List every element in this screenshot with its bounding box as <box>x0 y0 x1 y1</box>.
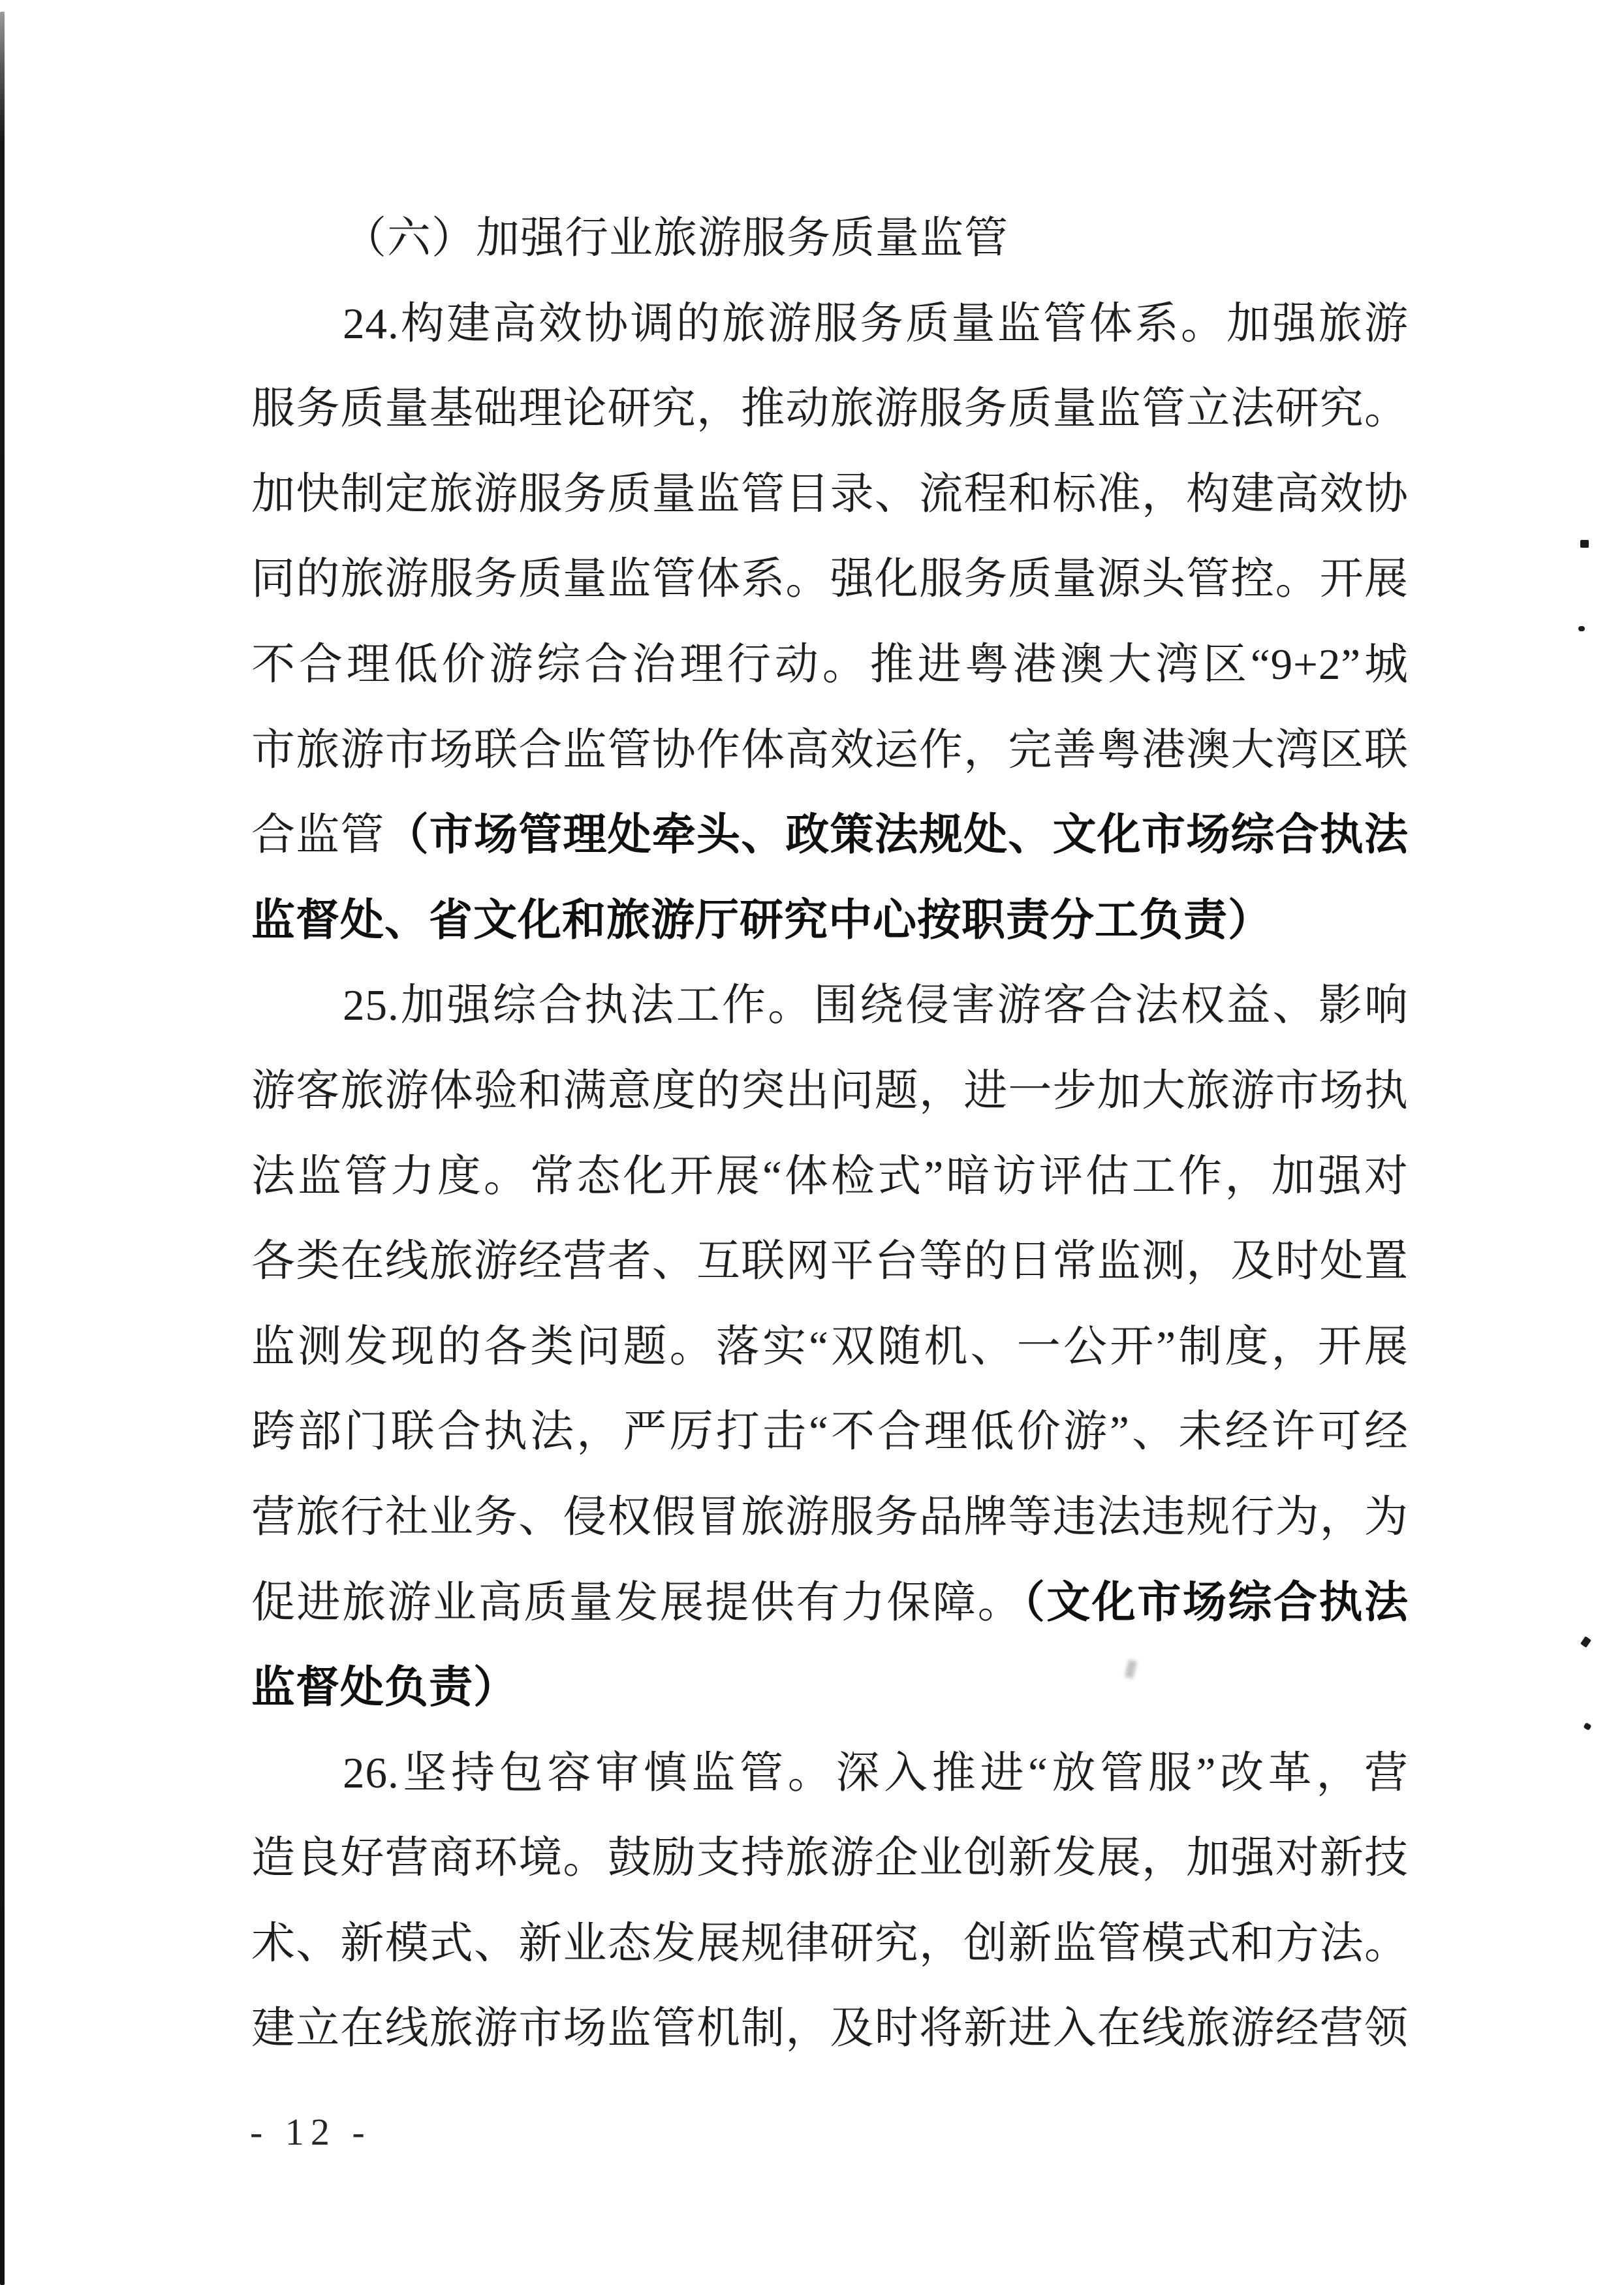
text-segment: 法监管力度。常态化开展“体检式”暗访评估工作，加强对 <box>251 1152 1409 1201</box>
text-line <box>251 1645 1409 1731</box>
text-segment: 监测发现的各类问题。落实“双随机、一公开”制度，开展 <box>251 1322 1409 1371</box>
text-segment: 同的旅游服务质量监管体系。强化服务质量源头管控。开展 <box>251 555 1409 604</box>
text-segment: 游客旅游体验和满意度的突出问题，进一步加大旅游市场执 <box>251 1066 1409 1115</box>
text-segment: 26.坚持包容审慎监管。深入推进“放管服”改革，营 <box>343 1748 1409 1797</box>
text-line <box>251 1731 1409 1816</box>
text-segment: 市旅游市场联合监管协作体高效运作，完善粤港澳大湾区联 <box>251 725 1409 774</box>
scan-speck <box>1583 1722 1591 1731</box>
text-line <box>251 963 1409 1048</box>
text-segment: 不合理低价游综合治理行动。推进粤港澳大湾区“9+2”城 <box>251 640 1409 689</box>
scan-speck <box>1578 626 1585 631</box>
text-segment: 24.构建高效协调的旅游服务质量监管体系。加强旅游 <box>343 299 1409 348</box>
bold-segment: （文化市场综合执法 <box>1023 1577 1409 1627</box>
text-line <box>251 281 1409 367</box>
text-line <box>251 622 1409 708</box>
text-line <box>251 793 1409 878</box>
text-segment: 促进旅游业高质量发展提供有力保障。 <box>251 1578 1023 1627</box>
text-line <box>251 1048 1409 1134</box>
scan-speck <box>1580 540 1589 548</box>
text-segment: 建立在线旅游市场监管机制，及时将新进入在线旅游经营领 <box>251 2004 1409 2053</box>
text-segment: 各类在线旅游经营者、互联网平台等的日常监测，及时处置 <box>251 1237 1409 1286</box>
text-segment: 造良好营商环境。鼓励支持旅游企业创新发展，加强对新技 <box>251 1834 1409 1883</box>
text-line <box>251 366 1409 452</box>
text-line <box>251 1219 1409 1304</box>
text-line <box>251 196 1409 281</box>
text-line <box>251 1986 1409 2072</box>
bold-segment: 监督处负责） <box>251 1663 518 1712</box>
text-block <box>251 196 1409 2072</box>
text-segment: 25.加强综合执法工作。围绕侵害游客合法权益、影响 <box>343 981 1409 1030</box>
page-number: - 12 - <box>250 2111 371 2153</box>
text-segment: 跨部门联合执法，严厉打击“不合理低价游”、未经许可经 <box>251 1408 1409 1457</box>
text-line <box>251 1134 1409 1220</box>
text-segment: 加快制定旅游服务质量监管目录、流程和标准，构建高效协 <box>251 469 1409 518</box>
text-segment: （六）加强行业旅游服务质量监管 <box>343 214 1008 262</box>
text-line <box>251 1560 1409 1646</box>
text-line <box>251 708 1409 793</box>
text-line <box>251 452 1409 537</box>
text-line <box>251 1816 1409 1901</box>
text-line <box>251 537 1409 622</box>
text-line <box>251 1389 1409 1475</box>
text-line <box>251 1304 1409 1390</box>
text-segment: 营旅行社业务、侵权假冒旅游服务品牌等违法违规行为，为 <box>251 1492 1409 1541</box>
text-line <box>251 1901 1409 1987</box>
scan-speck <box>1580 1636 1591 1648</box>
text-segment: 合监管 <box>251 811 385 860</box>
text-segment: 术、新模式、新业态发展规律研究，创新监管模式和方法。 <box>251 1919 1409 1968</box>
bold-segment: （市场管理处牵头、政策法规处、文化市场综合执法 <box>384 810 1409 860</box>
text-line <box>251 878 1409 964</box>
text-segment: 服务质量基础理论研究，推动旅游服务质量监管立法研究。 <box>251 385 1409 433</box>
left-scan-edge-artifact <box>0 12 5 2285</box>
bold-segment: 监督处、省文化和旅游厅研究中心按职责分工负责） <box>251 895 1272 945</box>
text-line <box>251 1475 1409 1560</box>
